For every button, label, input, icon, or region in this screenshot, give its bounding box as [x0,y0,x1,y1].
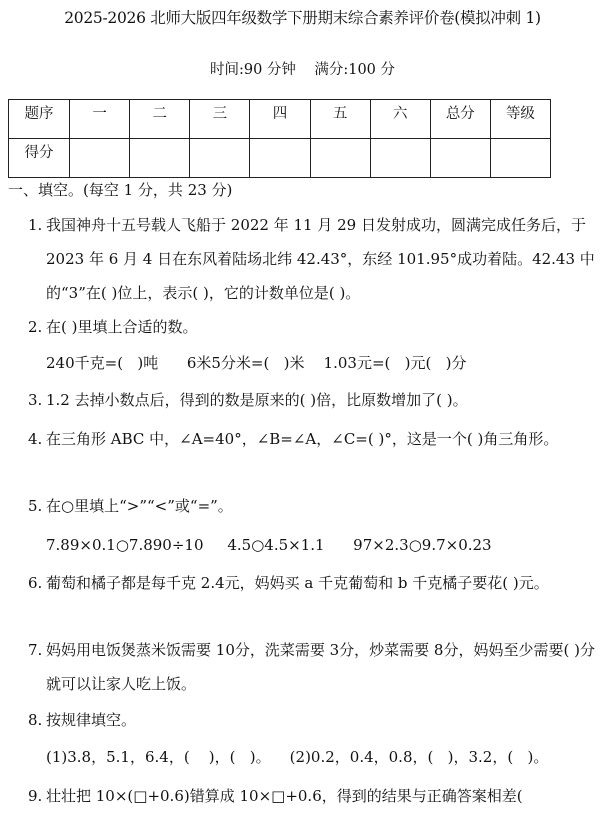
score-input-cell[interactable] [190,139,250,178]
question-8-items: (1)3.8，5.1，6.4，( )，( )。 (2)0.2，0.4，0.8，( )，3.2，( )。 [46,748,549,766]
question-number: 8. [28,711,43,729]
question-text: 壮壮把 10×(□+0.6)错算成 10×□+0.6，得到的结果与正确答案相差( [46,787,523,805]
question-text: 我国神舟十五号载人飞船于 2022 年 11 月 29 日发射成功，圆满完成任务后，于 2023 年 6 月 4 日在东风着陆场北纬 42.43°，东经 101.95°成功着陆。42.43 中的“3”在( )位上，表示( )，它的计数单位是( )。 [46,216,595,302]
question-9 [28,779,602,813]
score-row-label: 得分 [9,139,70,178]
question-6 [28,566,602,600]
question-number: 3. [28,391,43,409]
score-table-header-row [9,100,551,139]
question-number: 6. [28,574,43,592]
question-text: 葡萄和橘子都是每千克 2.4元，妈妈买 a 千克葡萄和 b 千克橘子要花( )元。 [46,574,549,592]
question-8 [28,703,602,737]
question-text: 1.2 去掉小数点后，得到的数是原来的( )倍，比原数增加了( )。 [46,391,468,409]
question-5 [28,489,602,523]
question-text: 在○里填上“>”“<”或“=”。 [46,497,233,515]
score-header-cell: 等级 [490,100,550,139]
question-number: 4. [28,430,43,448]
question-4 [28,422,602,456]
question-7 [28,633,602,701]
section-heading-fill-blank: 一、填空。(每空 1 分，共 23 分) [8,181,233,199]
score-table [8,99,551,178]
question-3 [28,383,602,417]
score-input-cell[interactable] [310,139,370,178]
question-text: 在三角形 ABC 中，∠A=40°，∠B=∠A，∠C=( )°，这是一个( )角三角形。 [46,430,559,448]
question-1 [28,208,602,310]
score-header-cell: 总分 [430,100,490,139]
score-table-score-row [9,139,551,178]
question-5-items: 7.89×0.1○7.890÷10 4.5○4.5×1.1 97×2.3○9.7×0.23 [46,536,492,554]
exam-title: 2025-2026 北师大版四年级数学下册期末综合素养评价卷(模拟冲刺 1) [64,9,541,27]
exam-subtitle: 时间:90 分钟 满分:100 分 [209,62,396,78]
score-header-cell: 题序 [9,100,70,139]
question-number: 5. [28,497,43,515]
score-header-cell: 六 [370,100,430,139]
question-number: 1. [28,216,43,234]
score-header-cell: 三 [190,100,250,139]
score-header-cell: 二 [130,100,190,139]
question-text: 妈妈用电饭煲蒸米饭需要 10分，洗菜需要 3分，炒菜需要 8分，妈妈至少需要( )分就可以让家人吃上饭。 [46,641,595,693]
question-2-items: 240千克=( )吨 6米5分米=( )米 1.03元=( )元( )分 [46,354,467,372]
score-input-cell[interactable] [430,139,490,178]
score-input-cell[interactable] [490,139,550,178]
score-header-cell: 一 [70,100,130,139]
score-input-cell[interactable] [370,139,430,178]
question-2 [28,310,602,344]
question-text: 按规律填空。 [46,711,137,729]
score-input-cell[interactable] [70,139,130,178]
score-input-cell[interactable] [130,139,190,178]
question-number: 7. [28,641,43,659]
score-input-cell[interactable] [250,139,310,178]
question-number: 2. [28,318,43,336]
score-header-cell: 五 [310,100,370,139]
question-text: 在( )里填上合适的数。 [46,318,198,336]
score-header-cell: 四 [250,100,310,139]
question-number: 9. [28,787,43,805]
